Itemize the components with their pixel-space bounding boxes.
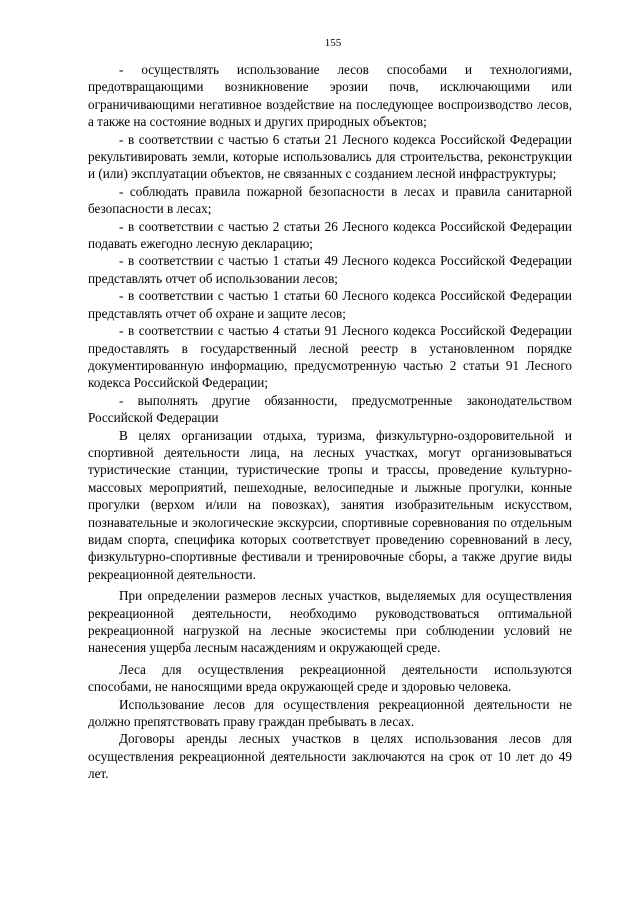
paragraph-obligation-usage-report: - в соответствии с частью 1 статьи 49 Лесного кодекса Российской Федерации представлять отчет об использовании лесов; <box>88 253 572 286</box>
paragraph-harmless-use: Леса для осуществления рекреационной деятельности используются способами, не наносящими вреда окружающей среде и здоровью человека. <box>88 661 572 695</box>
paragraph-obligation-protection-report: - в соответствии с частью 1 статьи 60 Лесного кодекса Российской Федерации представлять отчет об охране и защите лесов; <box>88 288 572 321</box>
paragraph-obligation-other-duties: - выполнять другие обязанности, предусмотренные законодательством Российской Федерации <box>88 392 572 426</box>
paragraph-obligation-forest-declaration: - в соответствии с частью 2 статьи 26 Лесного кодекса Российской Федерации подавать ежегодно лесную декларацию; <box>88 218 572 252</box>
paragraph-lease-term: Договоры аренды лесных участков в целях использования лесов для осуществления рекреационной деятельности заключаются на срок от 10 лет до 49 лет. <box>88 731 572 782</box>
paragraph-obligation-recultivation: - в соответствии с частью 6 статьи 21 Лесного кодекса Российской Федерации рекультивировать земли, которые использовались для строительства, реконструкции и (или) эксплуатации объектов, не связанных с созданием лесной инфраструктуры; <box>88 131 572 182</box>
paragraph-obligation-erosion: - осуществлять использование лесов способами и технологиями, предотвращающими возникновение эрозии почв, исключающими или ограничивающими негативное воздействие на последующее воспроизводство лесов, а также на состояние водных и других природных объектов; <box>88 62 572 130</box>
paragraph-citizen-access: Использование лесов для осуществления рекреационной деятельности не должно препятствовать праву граждан пребывать в лесах. <box>88 696 572 730</box>
paragraph-obligation-forest-registry: - в соответствии с частью 4 статьи 91 Лесного кодекса Российской Федерации предоставлять в государственный лесной реестр в установленном порядке документированную информацию, предусмотренную частью 2 статьи 91 Лесного кодекса Российской Федерации; <box>88 323 572 391</box>
paragraph-recreation-activities: В целях организации отдыха, туризма, физкультурно-оздоровительной и спортивной деятельности лица, на лесных участках, могут организовываться туристические станции, туристические тропы и трассы, проведение культурно-массовых мероприятий, пешеходные, велосипедные и лыжные прогулки, конные прогулки (верхом и/или на повозках), занятия изобразительным искусством, познавательные и экологические экскурсии, спортивные соревнования по отдельным видам спорта, специфика которых соответствует проведению соревнований в лесу, физкультурно-спортивные фестивали и тренировочные сборы, а также другие виды рекреационной деятельности. <box>88 427 572 582</box>
document-page <box>88 36 572 783</box>
paragraph-plot-size: При определении размеров лесных участков, выделяемых для осуществления рекреационной деятельности, необходимо руководствоваться оптимальной рекреационной нагрузкой на лесные экосистемы при соблюдении условий не нанесения ущерба лесным насаждениям и окружающей среде. <box>88 588 572 656</box>
page-number: 155 <box>324 37 342 49</box>
paragraph-obligation-fire-safety: - соблюдать правила пожарной безопасности в лесах и правила санитарной безопасности в лесах; <box>88 183 572 217</box>
